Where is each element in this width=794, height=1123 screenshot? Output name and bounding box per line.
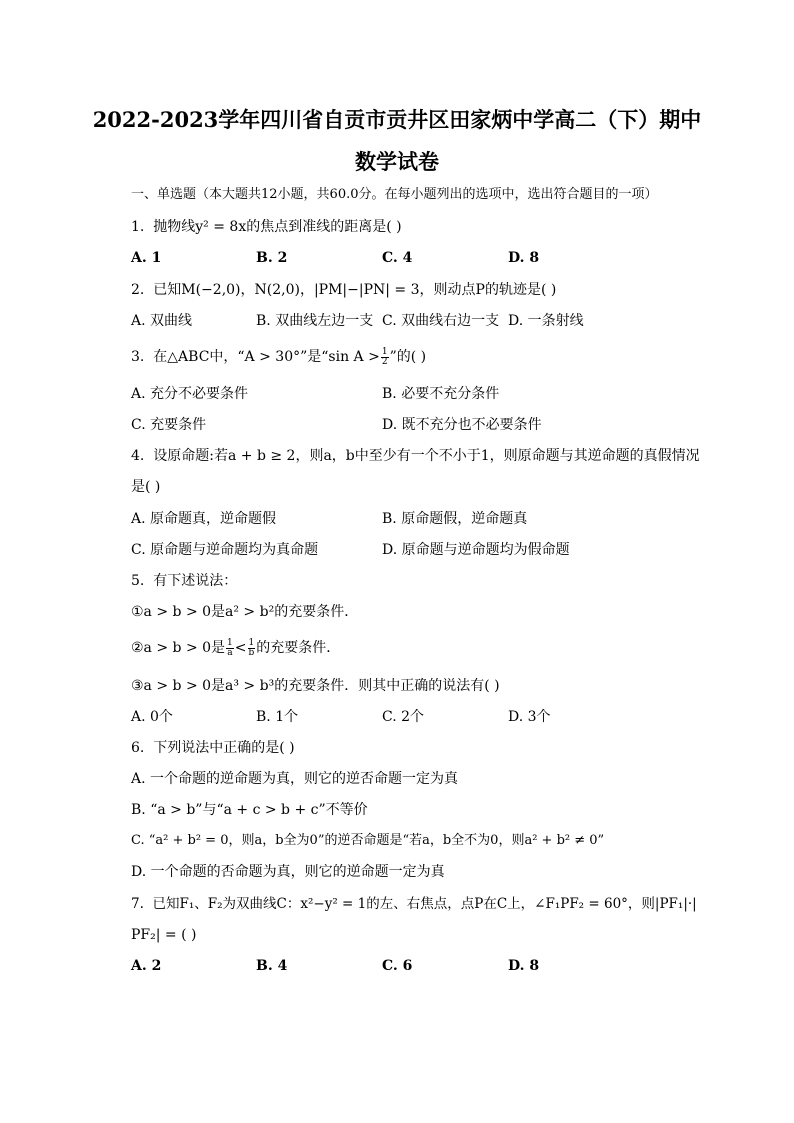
q1-option-b[interactable]: B. 2	[256, 250, 288, 266]
q4-option-c[interactable]: C. 原命题与逆命题均为真命题	[131, 542, 319, 558]
q5-statement-2	[131, 636, 340, 660]
q7-option-d[interactable]: D. 8	[508, 958, 540, 974]
q2-option-c[interactable]: C. 双曲线右边一支	[382, 313, 500, 329]
fraction-denominator: b	[248, 647, 255, 658]
q3-option-b[interactable]: B. 必要不充分条件	[382, 386, 500, 402]
question-4-stem-line1	[131, 447, 700, 465]
question-text: 有下述说法：	[153, 573, 238, 589]
fraction	[248, 639, 256, 658]
q2-option-d[interactable]: D. 一条射线	[508, 313, 584, 329]
q6-option-a[interactable]: A. 一个命题的逆命题为真，则它的逆否命题一定为真	[131, 771, 459, 787]
q4-option-a[interactable]: A. 原命题真，逆命题假	[131, 511, 277, 527]
question-6-stem	[131, 739, 295, 757]
exam-title-line2: 数学试卷	[355, 149, 439, 174]
q5-option-d[interactable]: D. 3个	[508, 709, 551, 725]
q5-option-a[interactable]: A. 0个	[131, 709, 173, 725]
fraction-denominator: a	[227, 647, 233, 658]
fraction-numerator: 1	[381, 346, 388, 357]
q3-option-a[interactable]: A. 充分不必要条件	[131, 386, 249, 402]
fraction-numerator: 1	[227, 637, 233, 648]
question-text: 已知M(−2,0)，N(2,0)，|PM|−|PN| = 3，则动点P的轨迹是( )	[153, 282, 557, 298]
question-text-suffix: ”的( )	[389, 349, 427, 365]
question-text: 下列说法中正确的是( )	[153, 740, 295, 756]
question-text: 已知F₁、F₂为双曲线C：x²−y² = 1的左、右焦点，点P在C上，∠F₁PF₂ = 60°，则|PF₁|·|	[152, 896, 697, 912]
q5-option-c[interactable]: C. 2个	[382, 709, 425, 725]
q4-option-b[interactable]: B. 原命题假，逆命题真	[382, 511, 528, 527]
q1-option-c[interactable]: C. 4	[382, 250, 413, 266]
question-number: 3.	[131, 349, 145, 365]
question-3-stem	[131, 345, 426, 369]
q2-option-a[interactable]: A. 双曲线	[131, 313, 193, 329]
q1-option-a[interactable]: A. 1	[131, 250, 162, 266]
less-than-sign: <	[234, 640, 247, 656]
question-number: 5.	[131, 573, 145, 589]
question-7-stem-line1	[131, 895, 697, 913]
question-number: 4.	[131, 448, 145, 464]
q5-statement-3: ③a > b > 0是a³ > b³的充要条件．则其中正确的说法有( )	[131, 678, 500, 694]
question-number: 7.	[131, 896, 144, 912]
q6-option-d[interactable]: D. 一个命题的否命题为真，则它的逆命题一定为真	[131, 864, 445, 880]
question-5-stem	[131, 572, 237, 590]
q5-option-b[interactable]: B. 1个	[256, 709, 299, 725]
q4-option-d[interactable]: D. 原命题与逆命题均为假命题	[382, 542, 570, 558]
question-text: 设原命题:若a + b ≥ 2，则a，b中至少有一个不小于1，则原命题与其逆命题的真假情况	[153, 448, 700, 464]
question-number: 2.	[131, 282, 145, 298]
question-4-stem-line2: 是( )	[131, 479, 161, 495]
q6-option-b[interactable]: B. “a > b”与“a + c > b + c”不等价	[131, 802, 368, 818]
statement-suffix: 的充要条件．	[256, 640, 341, 656]
fraction-numerator: 1	[248, 637, 255, 648]
question-7-stem-line2: PF₂| = ( )	[131, 927, 197, 943]
q3-option-d[interactable]: D. 既不充分也不必要条件	[382, 417, 542, 433]
statement-prefix: ②a > b > 0是	[131, 640, 226, 656]
question-number: 6.	[131, 740, 145, 756]
section-heading: 一、单选题（本大题共12小题，共60.0分。在每小题列出的选项中，选出符合题目的一项）	[131, 187, 658, 202]
question-text-prefix: 在△ABC中，“A > 30°”是“sin A >	[153, 349, 380, 365]
exam-title-line1: 2022-2023学年四川省自贡市贡井区田家炳中学高二（下）期中	[92, 107, 702, 132]
fraction	[381, 348, 389, 367]
question-1-stem	[131, 218, 402, 236]
q3-option-c[interactable]: C. 充要条件	[131, 417, 207, 433]
q7-option-c[interactable]: C. 6	[382, 958, 413, 974]
q7-option-a[interactable]: A. 2	[131, 958, 162, 974]
fraction-denominator: 2	[381, 356, 388, 367]
q1-option-d[interactable]: D. 8	[508, 250, 540, 266]
q7-option-b[interactable]: B. 4	[256, 958, 288, 974]
q6-option-c[interactable]: C. “a² + b² = 0，则a，b全为0”的逆否命题是“若a，b全不为0，则a² + b² ≠ 0”	[131, 833, 605, 848]
question-text: 抛物线y² = 8x的焦点到准线的距离是( )	[153, 219, 402, 235]
q2-option-b[interactable]: B. 双曲线左边一支	[256, 313, 374, 329]
question-2-stem	[131, 281, 556, 299]
fraction	[226, 639, 234, 658]
question-number: 1.	[131, 219, 145, 235]
q5-statement-1: ①a > b > 0是a² > b²的充要条件．	[131, 604, 359, 620]
